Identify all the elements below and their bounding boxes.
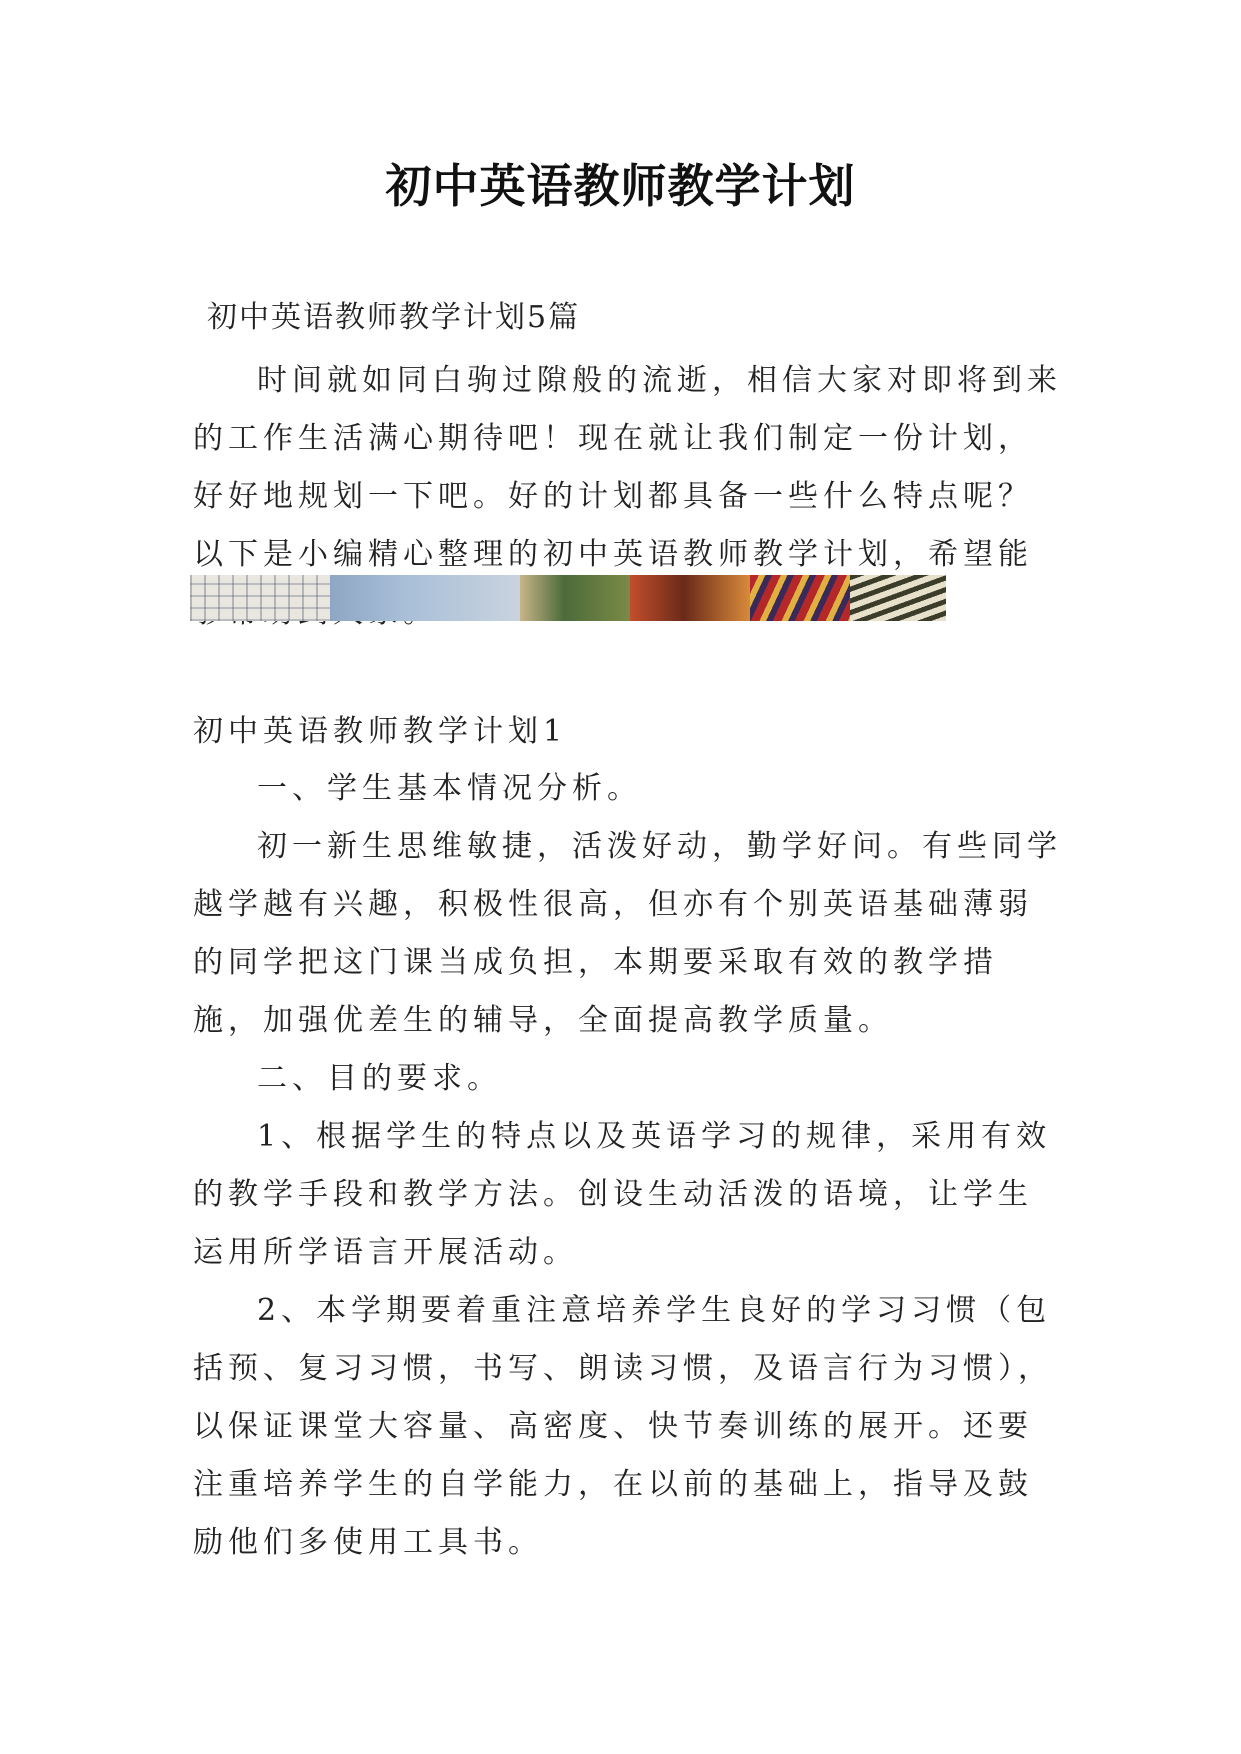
banner-segment-stripes <box>850 575 946 621</box>
heading-2: 二、目的要求。 <box>257 1061 502 1096</box>
banner-segment-pattern <box>750 575 850 621</box>
page-title: 初中英语教师教学计划 <box>385 159 856 213</box>
paragraph-1: 初一新生思维敏捷，活泼好动，勤学好问。有些同学越学越有兴趣，积极性很高，但亦有个别英语基础薄弱的同学把这门课当成负担，本期要采取有效的教学措施，加强优差生的辅导，全面提高教学质量。 <box>193 829 1062 1038</box>
banner-image <box>190 575 946 621</box>
banner-segment-fabric <box>190 575 330 621</box>
list-item-2: 2、本学期要着重注意培养学生良好的学习习惯（包括预、复习习惯，书写、朗读习惯，及语言行为习惯），以保证课堂大容量、高密度、快节奏训练的展开。还要注重培养学生的自学能力，在以前的基础上，指导及鼓励他们多使用工具书。 <box>193 1293 1053 1560</box>
section-title: 初中英语教师教学计划1 <box>193 714 568 749</box>
document-subtitle: 初中英语教师教学计划5篇 <box>207 300 581 335</box>
banner-segment-denim <box>330 575 520 621</box>
banner-segment-hands <box>630 575 750 621</box>
list-item-1: 1、根据学生的特点以及英语学习的规律，采用有效的教学手段和教学方法。创设生动活泼的语境，让学生运用所学语言开展活动。 <box>193 1119 1052 1270</box>
heading-1: 一、学生基本情况分析。 <box>257 771 642 806</box>
banner-segment-foliage <box>520 575 630 621</box>
intro-paragraph: 时间就如同白驹过隙般的流逝，相信大家对即将到来的工作生活满心期待吧！现在就让我们制定一份计划，好好地规划一下吧。好的计划都具备一些什么特点呢？以下是小编精心整理的初中英语教师教学计划，希望能 <box>193 363 1062 572</box>
